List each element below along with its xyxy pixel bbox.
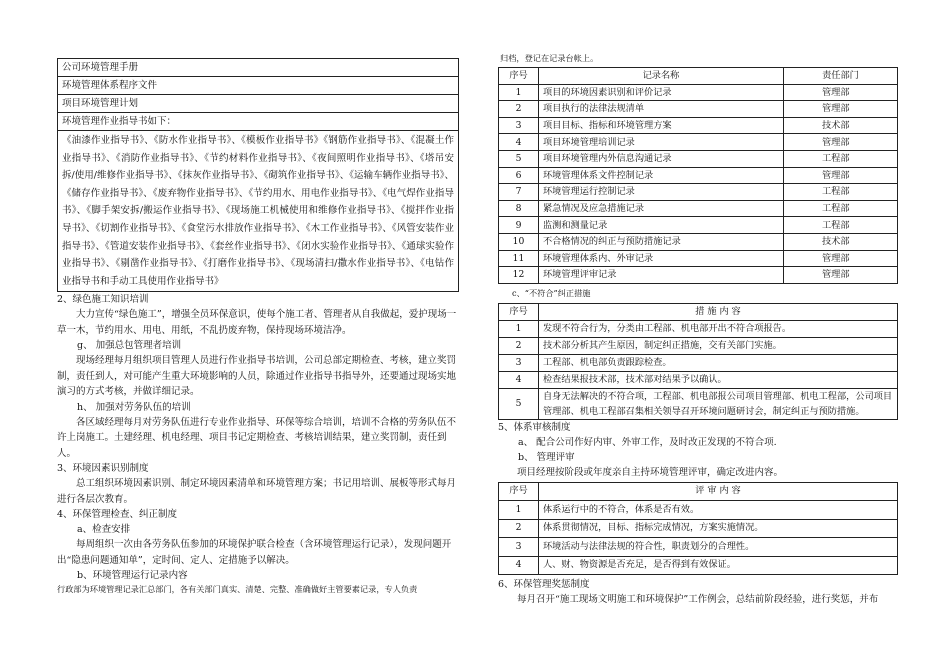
column-header: 措 施 内 容 — [539, 303, 898, 320]
table-row — [499, 150, 898, 167]
row-cell: 项目的环境因素识别和评价记录 — [539, 84, 784, 101]
section-2-paragraph-1: 大力宣传“绿色施工”，增强全员环保意识，使每个施工者、管理者从自我做起，爱护现场一草一木，节约用水、用电、用纸，不乱扔废弃物，保持现场环境洁净。 — [57, 309, 457, 336]
row-cell: 监测和测量记录 — [539, 217, 784, 234]
section-5-paragraph: 项目经理按阶段或年度亲自主持环境管理评审，确定改进内容。 — [517, 466, 784, 478]
row-number-cell: 4 — [499, 134, 539, 151]
row-cell: 环境管理运行控制记录 — [539, 184, 784, 201]
section-3-paragraph: 总工组织环境因素识别、制定环境因素清单和环境管理方案；书记用培训、展板等形式每月进行各层次教育。 — [57, 478, 457, 505]
table-row — [499, 217, 898, 234]
column-header: 序号 — [499, 482, 539, 501]
section-4-b-heading: b、环境管理运行记录内容 — [77, 570, 188, 582]
row-cell: 检查结果报技术部，技术部对结果予以确认。 — [539, 371, 898, 388]
row-number-cell: 4 — [499, 556, 539, 575]
archive-text: 归档，登记在记录台帐上。 — [500, 53, 599, 63]
table-row — [499, 184, 898, 201]
column-header: 序号 — [499, 68, 539, 85]
section-4-title: 4、环保管理检查、纠正制度 — [57, 509, 178, 521]
row-number-cell: 5 — [499, 388, 539, 419]
row-number-cell: 7 — [499, 184, 539, 201]
doc-row: 环境管理体系程序文件 — [58, 77, 459, 95]
table-row — [499, 101, 898, 118]
table-header-row — [499, 303, 898, 320]
row-number-cell: 1 — [499, 84, 539, 101]
doc-row: 环境管理作业指导书如下： — [58, 113, 459, 131]
row-number-cell: 8 — [499, 200, 539, 217]
row-number-cell: 12 — [499, 267, 539, 284]
table-row — [499, 233, 898, 250]
row-number-cell: 3 — [499, 117, 539, 134]
section-4-a-paragraph: 每周组织一次由各劳务队伍参加的环境保护联合检查（含环境管理运行记录），发现问题开出“隐患问题通知单”，定时间、定人、定措施予以解决。 — [57, 539, 452, 566]
row-cell: 管理部 — [784, 101, 898, 118]
row-cell: 项目执行的法律法规清单 — [539, 101, 784, 118]
row-number-cell: 4 — [499, 371, 539, 388]
section-2-g-heading: g、 加强总包管理者培训 — [77, 340, 182, 352]
row-cell: 环境活动与法律法规的符合性，职责划分的合理性。 — [539, 538, 898, 557]
row-cell: 不合格情况的纠正与预防措施记录 — [539, 233, 784, 250]
column-header: 评 审 内 容 — [539, 482, 898, 501]
row-cell: 工程部、机电部负责跟踪检查。 — [539, 354, 898, 371]
table-row — [499, 519, 898, 538]
table-header-row — [499, 482, 898, 501]
right-column — [498, 0, 898, 607]
table-row — [499, 84, 898, 101]
table-row — [499, 200, 898, 217]
row-number-cell: 3 — [499, 538, 539, 557]
row-cell: 工程部 — [784, 200, 898, 217]
records-body — [499, 84, 898, 283]
table-row — [499, 501, 898, 520]
row-number-cell: 3 — [499, 354, 539, 371]
table-row — [499, 134, 898, 151]
section-4-b-paragraph: 行政部为环境管理记录汇总部门，各有关部门真实、清楚、完整、准确做好主管要素记录，专人负责 — [57, 584, 418, 595]
review-table — [498, 482, 898, 576]
section-6-paragraph: 每月召开“施工现场文明施工和环境保护”工作例会，总结前阶段经验，进行奖惩，并布 — [517, 594, 879, 606]
document-list-table — [57, 58, 459, 292]
section-4-a-heading: a、检查安排 — [77, 524, 131, 536]
row-cell: 项目环境管理培训记录 — [539, 134, 784, 151]
row-cell: 工程部 — [784, 184, 898, 201]
measures-table — [498, 303, 898, 420]
records-table — [498, 67, 898, 284]
row-cell: 技术部 — [784, 117, 898, 134]
table-row — [499, 538, 898, 557]
row-number-cell: 6 — [499, 167, 539, 184]
row-number-cell: 2 — [499, 519, 539, 538]
section-5-a: a、 配合公司作好内审、外审工作，及时改正发现的不符合项. — [518, 436, 777, 448]
row-cell: 体系运行中的不符合，体系是否有效。 — [539, 501, 898, 520]
section-5-title: 5、体系审核制度 — [498, 421, 571, 433]
table-row — [499, 371, 898, 388]
row-cell: 环境管理评审记录 — [539, 267, 784, 284]
row-number-cell: 2 — [499, 101, 539, 118]
table-header-row — [499, 68, 898, 85]
table-row — [499, 267, 898, 284]
column-header: 记录名称 — [539, 68, 784, 85]
section-2-title: 2、绿色施工知识培训 — [57, 294, 149, 306]
row-cell: 技术部分析其产生原因，制定纠正措施，交有关部门实施。 — [539, 337, 898, 354]
row-number-cell: 11 — [499, 250, 539, 267]
row-cell: 自身无法解决的不符合项，工程部、机电部报公司项目管理部、机电工程部，公司项目管理部、机电工程部召集相关领导召开环境问题研讨会，制定纠正与预防措施。 — [539, 388, 898, 419]
section-5-b: b、 管理评审 — [518, 451, 575, 463]
row-cell: 发现不符合行为，分类由工程部、机电部开出不符合项报告。 — [539, 320, 898, 337]
row-number-cell: 10 — [499, 233, 539, 250]
row-cell: 工程部 — [784, 150, 898, 167]
row-number-cell: 2 — [499, 337, 539, 354]
table-row — [499, 337, 898, 354]
column-header: 序号 — [499, 303, 539, 320]
row-number-cell: 5 — [499, 150, 539, 167]
row-cell: 管理部 — [784, 134, 898, 151]
row-cell: 工程部 — [784, 217, 898, 234]
row-cell: 管理部 — [784, 250, 898, 267]
row-cell: 管理部 — [784, 167, 898, 184]
review-body — [499, 501, 898, 575]
guides-list: 《油漆作业指导书》、《防水作业指导书》、《模板作业指导书》《钢筋作业指导书》、《混凝土作业指导书》、《消防作业指导书》、《节约材料作业指导书》、《夜间照明作业指导书》、《塔吊安拆/使用/维修作业指导书》、《抹灰作业指导书》、《砌筑作业指导书》、《运输车辆作业指导书》、《储存作业指导书》、《废弃物作业指导书》、《节约用水、用电作业指导书》、《电气焊作业指导书》、《脚手架安拆/搬运作业指导书》、《现场施工机械使用和维修作业指导书》、《搅拌作业指导书》、《切割作业指导书》、《食堂污水排放作业指导书》、《木工作业指导书》、《风管安装作业指导书》、《管道安装作业指导书》、《套丝作业指导书》、《闭水实验作业指导书》、《通球实验作业指导书》、《剔凿作业指导书》、《打磨作业指导书》、《现场清扫/撒水作业指导书》、《电钻作业指导书和手动工具使用作业指导书》 — [58, 131, 459, 292]
row-cell: 环境管理体系内、外审记录 — [539, 250, 784, 267]
section-6-title: 6、环保管理奖惩制度 — [498, 579, 590, 591]
row-cell: 人、财、物资源是否充足，是否得到有效保证。 — [539, 556, 898, 575]
section-3-title: 3、环境因素识别制度 — [57, 463, 149, 475]
table-row — [499, 354, 898, 371]
table-row — [499, 556, 898, 575]
table-row — [499, 167, 898, 184]
section-2-h-heading: h、 加强对劳务队伍的培训 — [77, 401, 191, 413]
row-cell: 项目目标、指标和环境管理方案 — [539, 117, 784, 134]
row-number-cell: 9 — [499, 217, 539, 234]
row-number-cell: 1 — [499, 501, 539, 520]
row-cell: 紧急情况及应急措施记录 — [539, 200, 784, 217]
row-cell: 环境管理体系文件控制记录 — [539, 167, 784, 184]
row-cell: 管理部 — [784, 84, 898, 101]
doc-row: 公司环境管理手册 — [58, 59, 459, 77]
section-2-paragraph-2: 现场经理每月组织项目管理人员进行作业指导书培训，公司总部定期检查、考核，建立奖罚制，责任到人，对可能产生重大环境影响的人员，除通过作业指导书指导外，还要通过现场实地演习的方式考核，并做详细记录。 — [57, 355, 457, 398]
row-cell: 管理部 — [784, 267, 898, 284]
row-cell: 体系贯彻情况，目标、指标完成情况，方案实施情况。 — [539, 519, 898, 538]
section-c-label: c、“不符合”纠正措施 — [512, 287, 591, 298]
row-cell: 项目环境管理内外信息沟通记录 — [539, 150, 784, 167]
table-row — [499, 320, 898, 337]
table-row — [499, 250, 898, 267]
measures-body — [499, 320, 898, 419]
table-row — [499, 388, 898, 419]
column-header: 责任部门 — [784, 68, 898, 85]
row-cell: 技术部 — [784, 233, 898, 250]
section-2-paragraph-3: 各区域经理每月对劳务队伍进行专业作业指导、环保等综合培训，培训不合格的劳务队伍不许上岗施工。土建经理、机电经理、项目书记定期检查、考核培训结果，建立奖罚制，责任到人。 — [57, 416, 457, 459]
left-column — [57, 0, 459, 596]
table-row — [499, 117, 898, 134]
doc-row: 项目环境管理计划 — [58, 95, 459, 113]
row-number-cell: 1 — [499, 320, 539, 337]
